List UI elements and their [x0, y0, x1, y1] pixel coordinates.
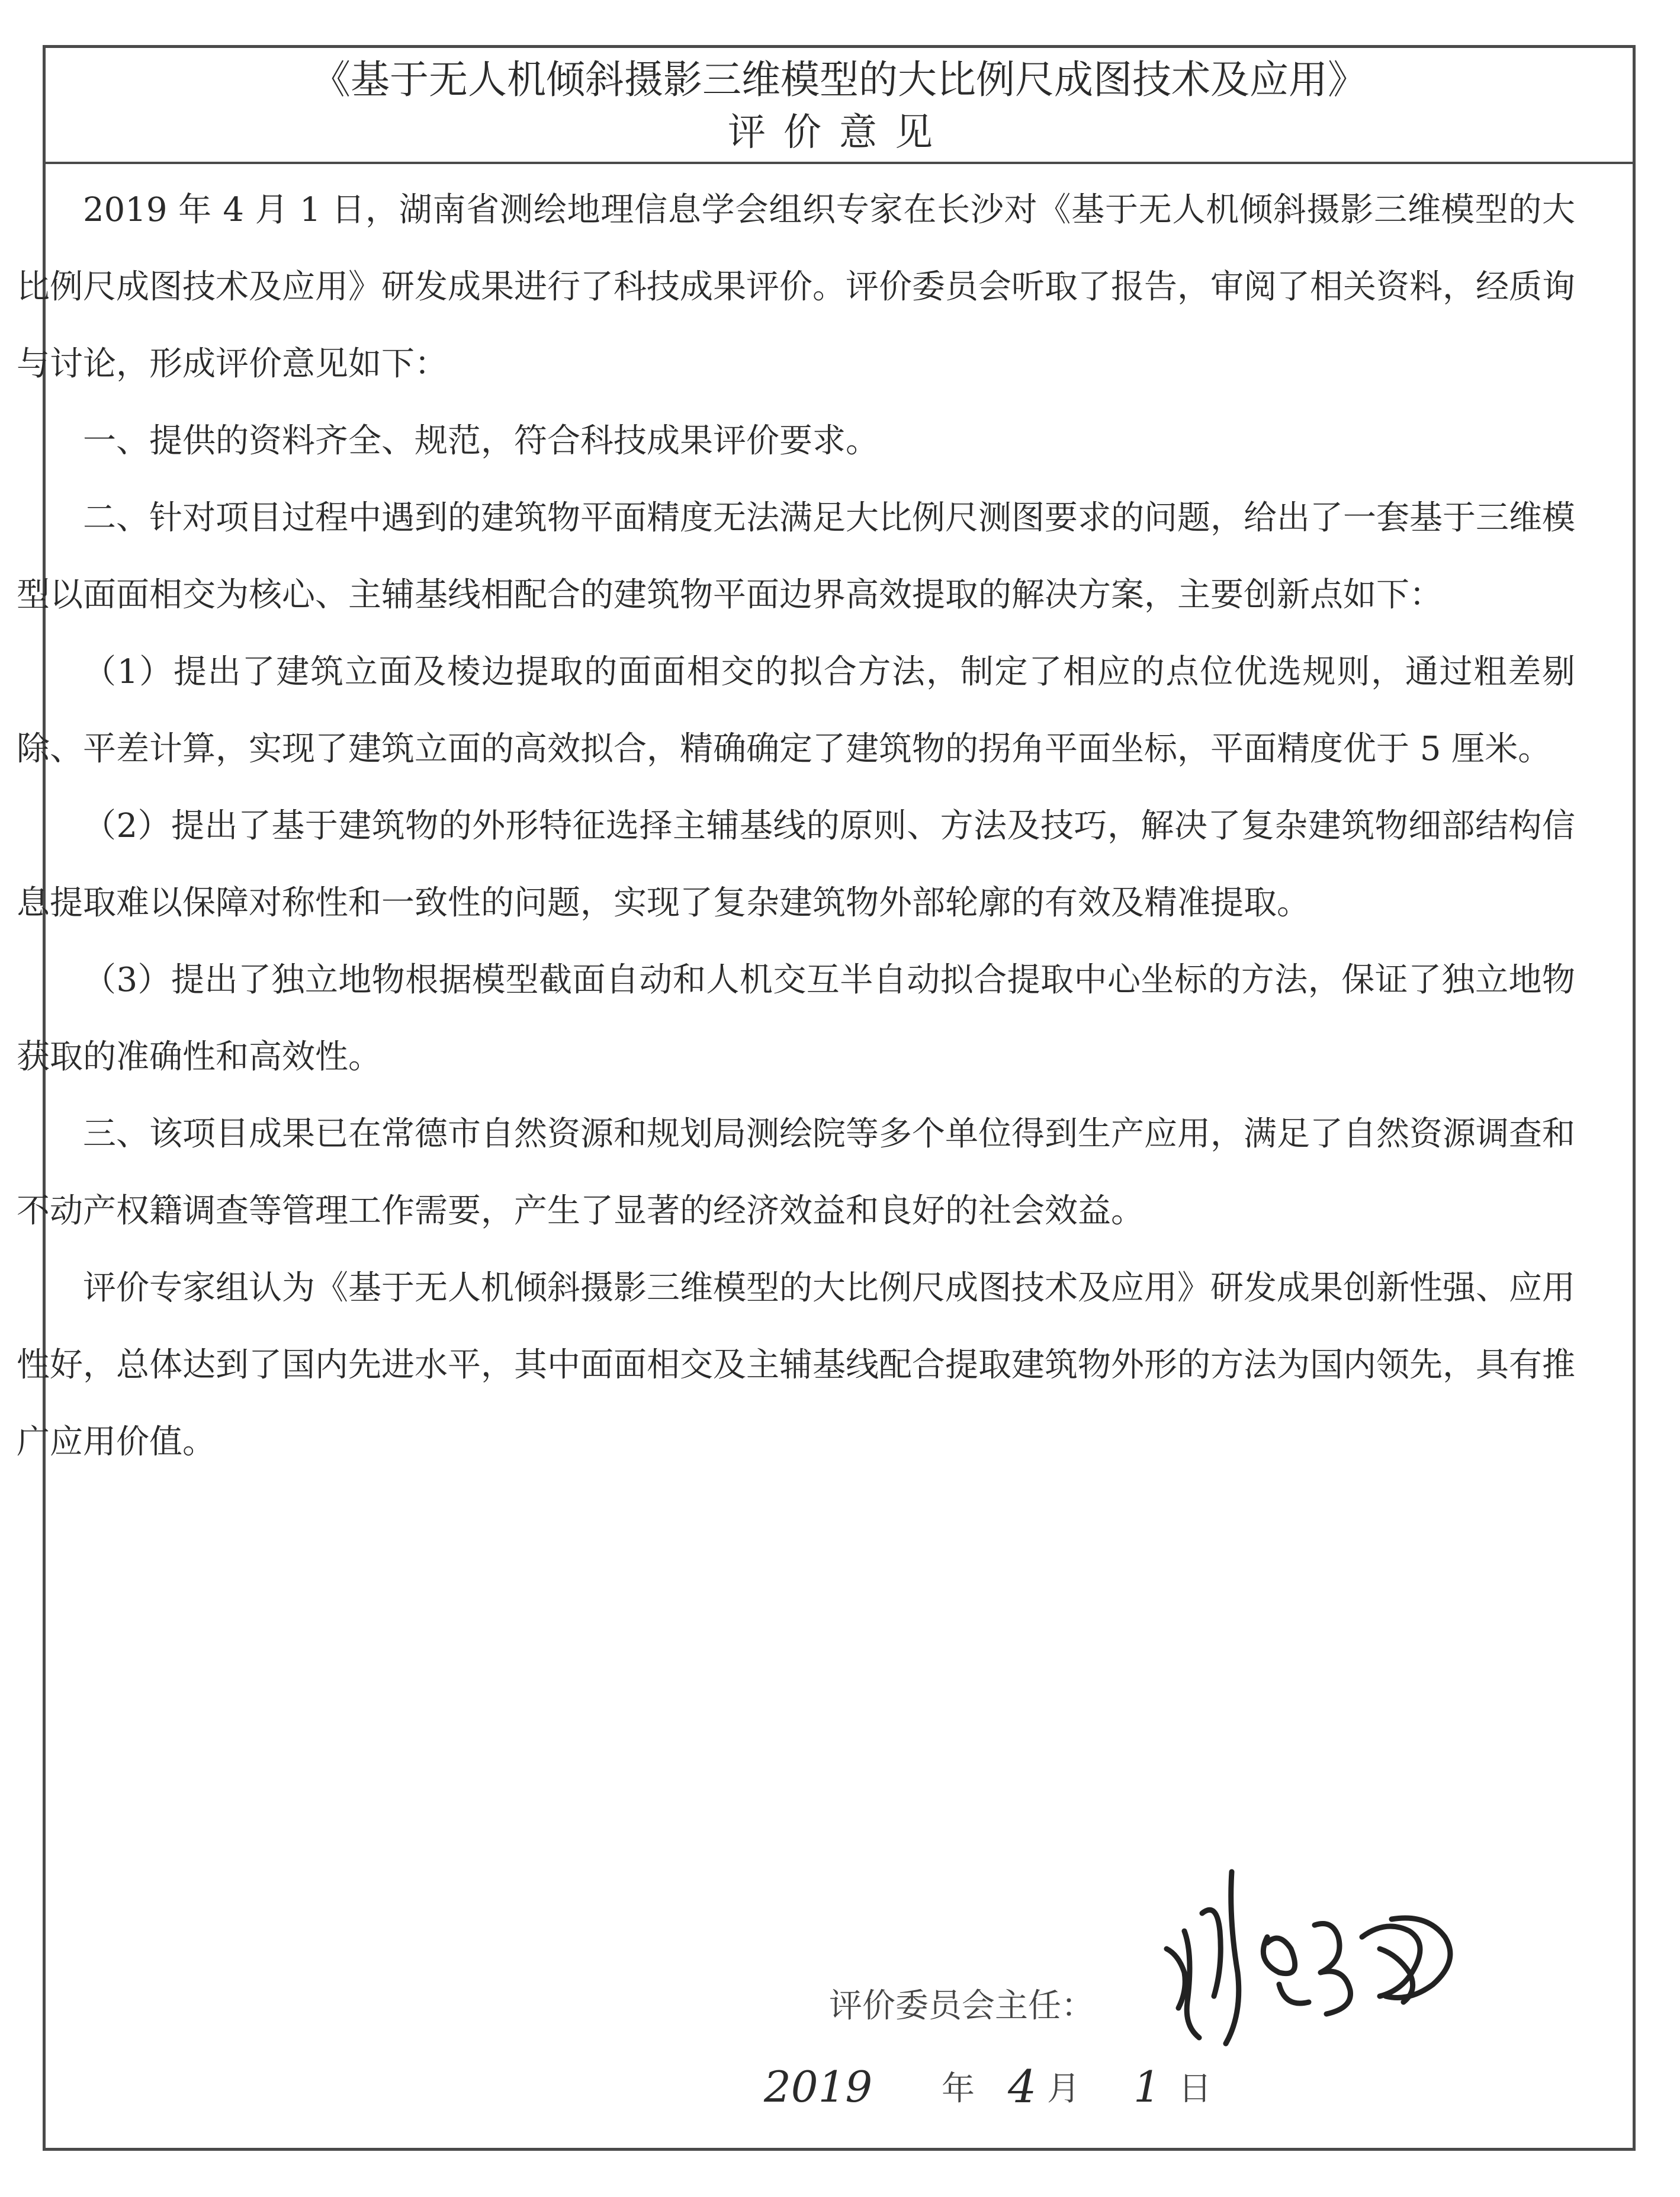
signature-label: 评价委员会主任：	[829, 1987, 1094, 2025]
paragraph-innovation-1: （1）提出了建筑立面及棱边提取的面面相交的拟合方法，制定了相应的点位优选规则，通过粗差剔除、平差计算，实现了建筑立面的高效拟合，精确确定了建筑物的拐角平面坐标，平面精度优于 5 厘米。	[17, 653, 1575, 768]
date-month-char: 月	[1047, 2070, 1080, 2108]
document-subtitle: 评价意见	[728, 111, 950, 155]
handwritten-signature	[1143, 1860, 1475, 2055]
paragraph-conclusion: 评价专家组认为《基于无人机倾斜摄影三维模型的大比例尺成图技术及应用》研发成果创新性强、应用性好，总体达到了国内先进水平，其中面面相交及主辅基线配合提取建筑物外形的方法为国内领先，具有推广应用价值。	[17, 1269, 1575, 1461]
document-title: 《基于无人机倾斜摄影三维模型的大比例尺成图技术及应用》	[311, 57, 1367, 102]
date-day-handwritten: 1	[1133, 2062, 1161, 2112]
date-year-handwritten: 2019	[764, 2062, 873, 2112]
date-day-char: 日	[1178, 2070, 1212, 2108]
paragraph-innovation-3: （3）提出了独立地物根据模型截面自动和人机交互半自动拟合提取中心坐标的方法，保证了独立地物获取的准确性和高效性。	[17, 961, 1575, 1076]
paragraph-innovation-2: （2）提出了基于建筑物的外形特征选择主辅基线的原则、方法及技巧，解决了复杂建筑物细部结构信息提取难以保障对称性和一致性的问题，实现了复杂建筑物外部轮廓的有效及精准提取。	[17, 807, 1575, 922]
paragraph-point-3: 三、该项目成果已在常德市自然资源和规划局测绘院等多个单位得到生产应用，满足了自然资源调查和不动产权籍调查等管理工作需要，产生了显著的经济效益和良好的社会效益。	[17, 1115, 1575, 1230]
paragraph-point-1: 一、提供的资料齐全、规范，符合科技成果评价要求。	[83, 422, 879, 460]
paragraph-intro: 2019 年 4 月 1 日，湖南省测绘地理信息学会组织专家在长沙对《基于无人机倾斜摄影三维模型的大比例尺成图技术及应用》研发成果进行了科技成果评价。评价委员会听取了报告，审阅了相关资料，经质询与讨论，形成评价意见如下：	[17, 191, 1575, 383]
document-header	[46, 48, 1633, 164]
date-year-char: 年	[942, 2070, 975, 2108]
paragraph-point-2: 二、针对项目过程中遇到的建筑物平面精度无法满足大比例尺测图要求的问题，给出了一套基于三维模型以面面相交为核心、主辅基线相配合的建筑物平面边界高效提取的解决方案，主要创新点如下：	[17, 499, 1575, 614]
document-body	[17, 172, 1575, 1481]
date-line	[764, 2055, 1238, 2121]
date-month-handwritten: 4	[1008, 2060, 1037, 2113]
